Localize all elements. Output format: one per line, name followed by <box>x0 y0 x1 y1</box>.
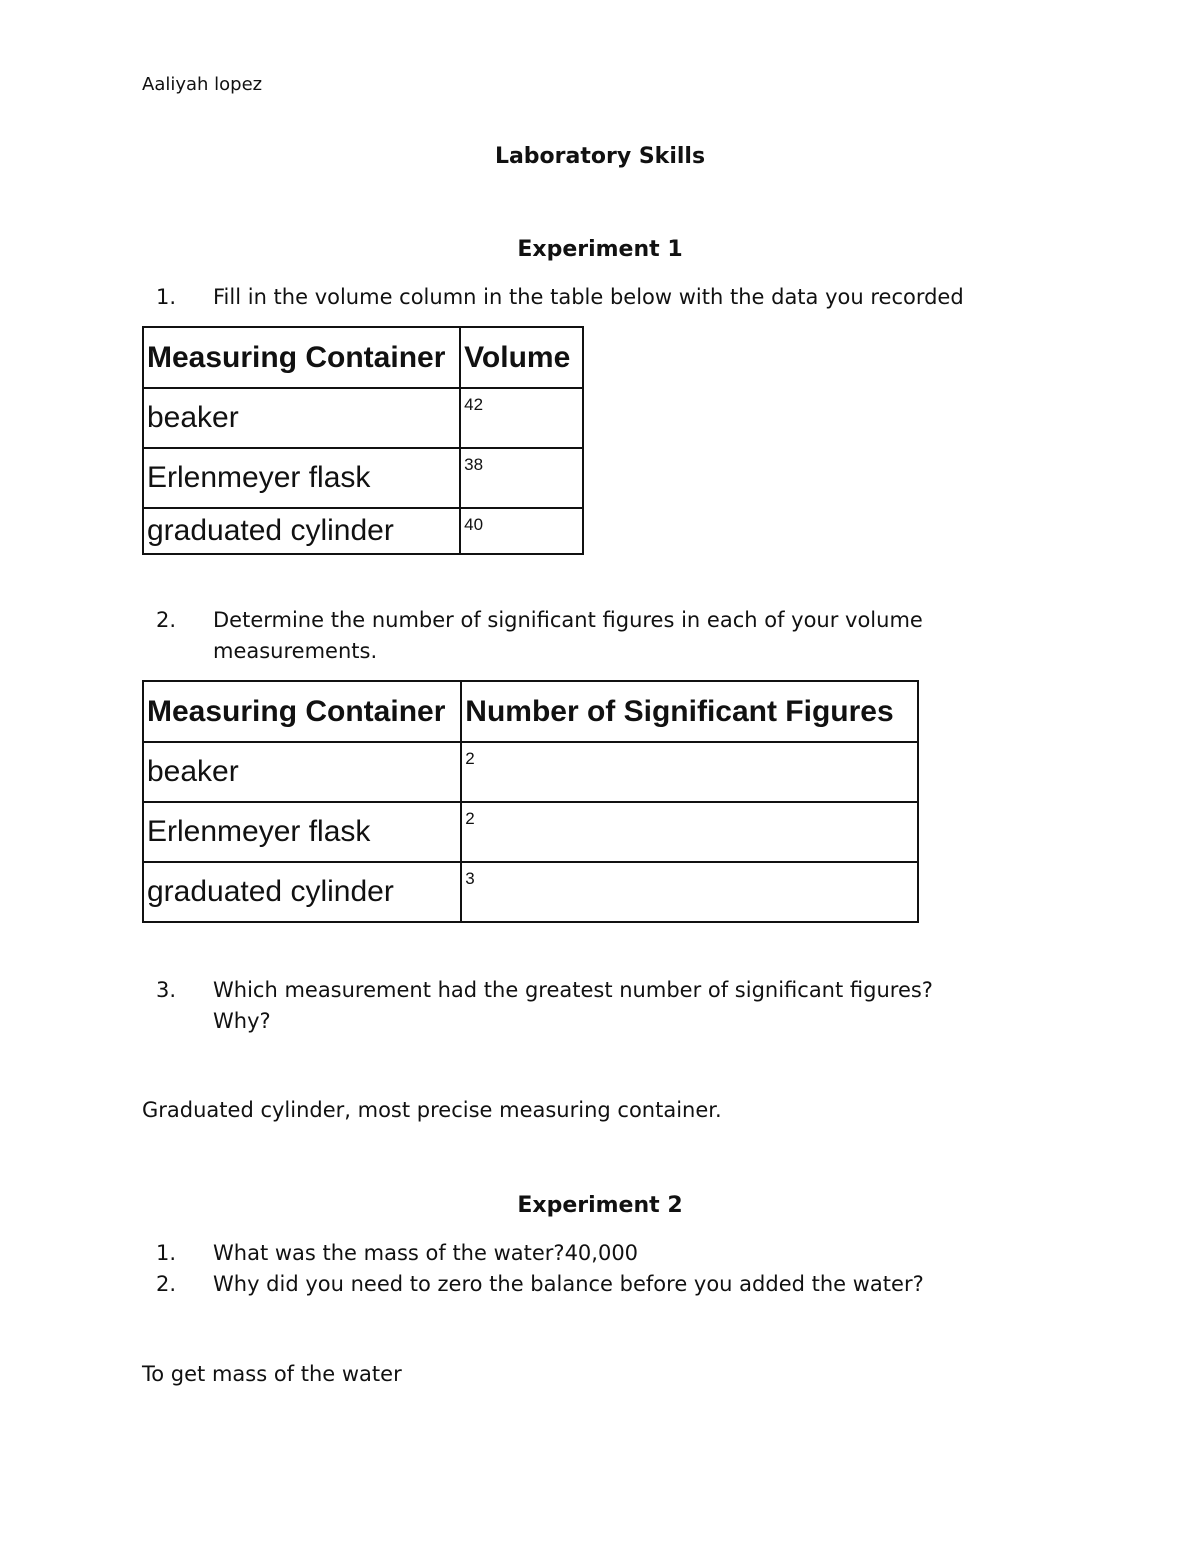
question-number: 2. <box>155 1272 176 1296</box>
sig-figs-cell: 2 <box>461 742 918 802</box>
sig-figs-cell: 2 <box>461 802 918 862</box>
question-number: 2. <box>155 608 176 632</box>
table-header-row <box>143 327 583 388</box>
question-1-3 <box>142 975 1142 1037</box>
volume-cell: 38 <box>460 448 583 508</box>
column-header: Volume <box>460 327 583 388</box>
question-1-2 <box>142 605 1142 667</box>
question-text: Why did you need to zero the balance before you added the water? <box>213 1272 924 1296</box>
volume-cell: 40 <box>460 508 583 554</box>
container-cell: Erlenmeyer flask <box>143 802 461 862</box>
question-2-1 <box>142 1238 1142 1269</box>
question-text-continued: Why? <box>213 1009 271 1033</box>
container-cell: beaker <box>143 388 460 448</box>
table-row <box>143 448 583 508</box>
column-header: Measuring Container <box>143 681 461 742</box>
question-text: Determine the number of significant figures in each of your volume <box>213 608 923 632</box>
question-2-2 <box>142 1269 1142 1300</box>
container-cell: beaker <box>143 742 461 802</box>
container-cell: graduated cylinder <box>143 862 461 922</box>
author-name: Aaliyah lopez <box>142 74 263 95</box>
column-header: Number of Significant Figures <box>461 681 918 742</box>
container-cell: Erlenmeyer flask <box>143 448 460 508</box>
question-number: 1. <box>155 285 176 309</box>
question-text: Which measurement had the greatest number of significant figures? <box>213 978 933 1002</box>
experiment-1-heading: Experiment 1 <box>517 237 683 262</box>
question-number: 3. <box>155 978 176 1002</box>
table-row <box>143 508 583 554</box>
volume-table <box>142 326 584 555</box>
question-text: Fill in the volume column in the table below with the data you recorded <box>213 285 964 309</box>
container-cell: graduated cylinder <box>143 508 460 554</box>
document-title: Laboratory Skills <box>494 144 706 169</box>
table-header-row <box>143 681 918 742</box>
question-1-1 <box>142 282 1142 313</box>
question-number: 1. <box>155 1241 176 1265</box>
question-text-continued: measurements. <box>213 639 378 663</box>
sig-figs-cell: 3 <box>461 862 918 922</box>
volume-cell: 42 <box>460 388 583 448</box>
column-header: Measuring Container <box>143 327 460 388</box>
table-row <box>143 742 918 802</box>
table-row <box>143 862 918 922</box>
question-text: What was the mass of the water?40,000 <box>213 1241 639 1265</box>
experiment-2-heading: Experiment 2 <box>517 1193 683 1218</box>
answer-1-3: Graduated cylinder, most precise measuring container. <box>142 1098 722 1122</box>
significant-figures-table <box>142 680 919 923</box>
answer-2-2: To get mass of the water <box>142 1362 402 1386</box>
table-row <box>143 388 583 448</box>
table-row <box>143 802 918 862</box>
